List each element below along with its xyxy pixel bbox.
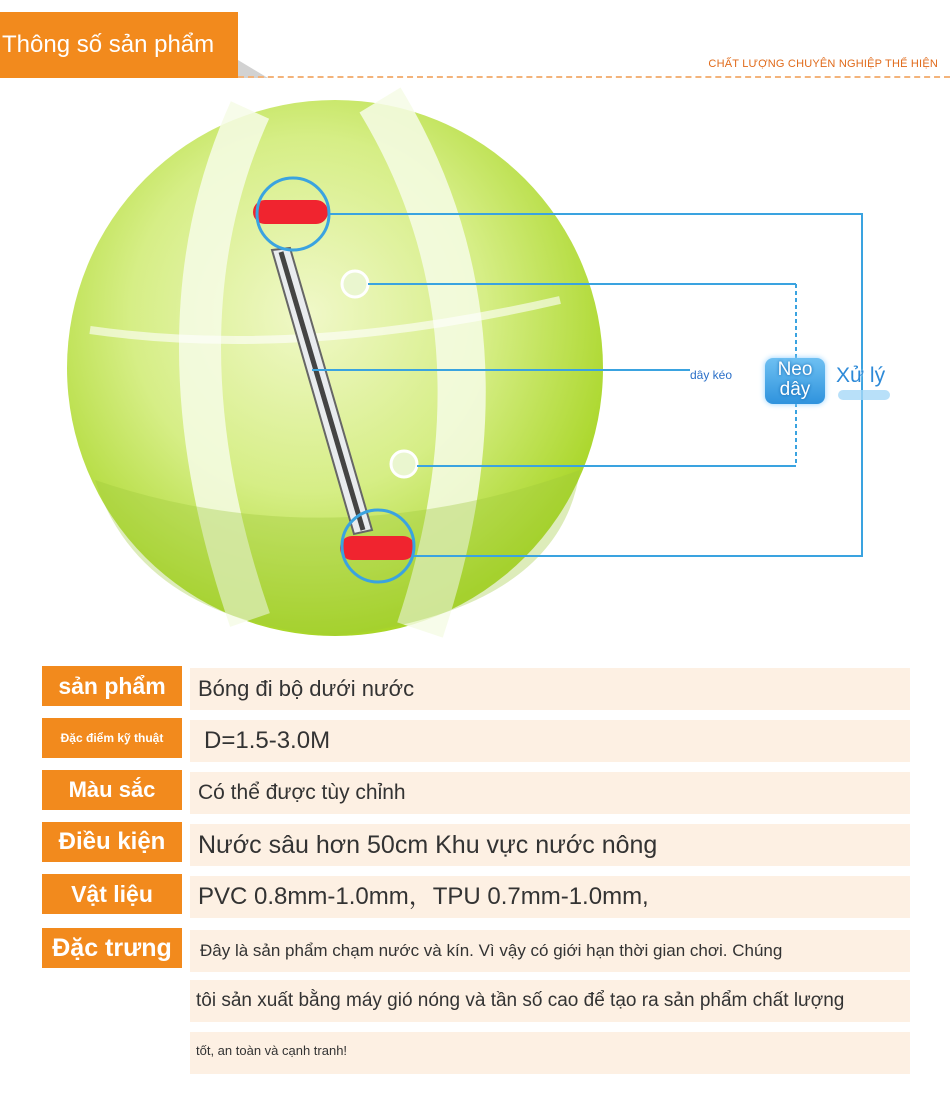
spec-label: Đặc trưng [42,928,182,968]
section-title: Thông số sản phẩm [0,12,238,78]
spec-value: Nước sâu hơn 50cm Khu vực nước nông [190,824,910,866]
feature-line-1: Đây là sản phẩm chạm nước và kín. Vì vậy có giới hạn thời gian chơi. Chúng [190,930,910,972]
spec-label: Vật liệu [42,874,182,914]
header-divider [238,76,950,78]
handle-label: Xử lý [836,364,886,387]
handle-label-glow [838,390,890,400]
top-handle [253,200,328,224]
spec-label: sản phẩm [42,666,182,706]
anchor-badge-line2: dây [779,379,811,400]
spec-value: Bóng đi bộ dưới nước [190,668,910,710]
spec-label: Đặc điểm kỹ thuật [42,718,182,758]
bottom-handle [340,536,415,560]
anchor-ring-top [342,271,368,297]
feature-line-2: tôi sản xuất bằng máy gió nóng và tần số cao để tạo ra sản phẩm chất lượng [190,980,910,1022]
anchor-badge-line1: Neo [777,359,813,380]
feature-line-3: tốt, an toàn và cạnh tranh! [190,1032,910,1074]
spec-value: Có thể được tùy chỉnh [190,772,910,814]
anchor-ring-bottom [391,451,417,477]
spec-label: Điều kiện [42,822,182,862]
tagline: CHẤT LƯỢNG CHUYÊN NGHIỆP THỂ HIỆN [708,58,938,70]
pull-rope-label: dây kéo [690,368,752,386]
spec-value: D=1.5-3.0M [190,720,910,762]
spec-value: PVC 0.8mm-1.0mm，TPU 0.7mm-1.0mm, [190,876,910,918]
spec-label: Màu sắc [42,770,182,810]
anchor-rope-badge [765,358,825,404]
